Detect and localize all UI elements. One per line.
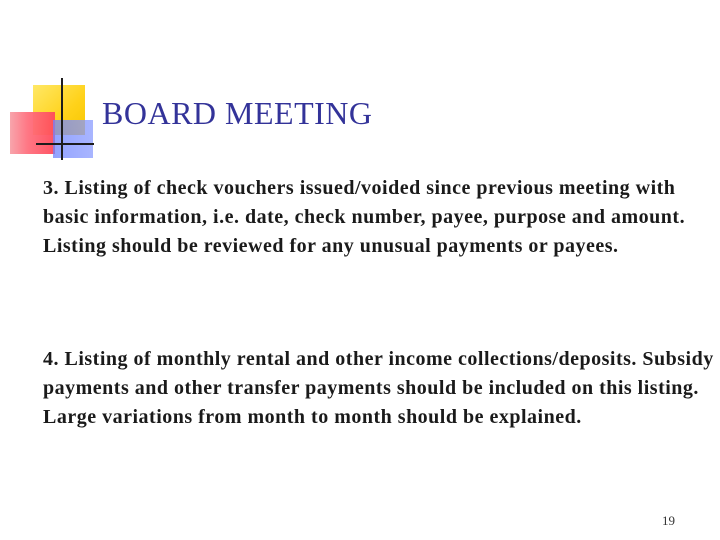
vertical-line <box>61 78 63 160</box>
page-number: 19 <box>662 513 675 528</box>
red-square <box>10 112 55 154</box>
decorative-squares-logo <box>0 0 110 170</box>
paragraph-item-3: 3. Listing of check vouchers issued/voided since previous meeting with basic information, i.e. date, check number, payee, purpose and amount. Listing should be reviewed for any unusual payments or payees. <box>43 177 686 257</box>
horizontal-line <box>36 143 94 145</box>
paragraph-item-4: 4. Listing of monthly rental and other income collections/deposits. Subsidy payments and other transfer payments should be included on this listing. Large variations from month to month should be explained. <box>43 348 714 428</box>
slide-title: BOARD MEETING <box>102 95 373 131</box>
blue-square <box>53 120 93 158</box>
